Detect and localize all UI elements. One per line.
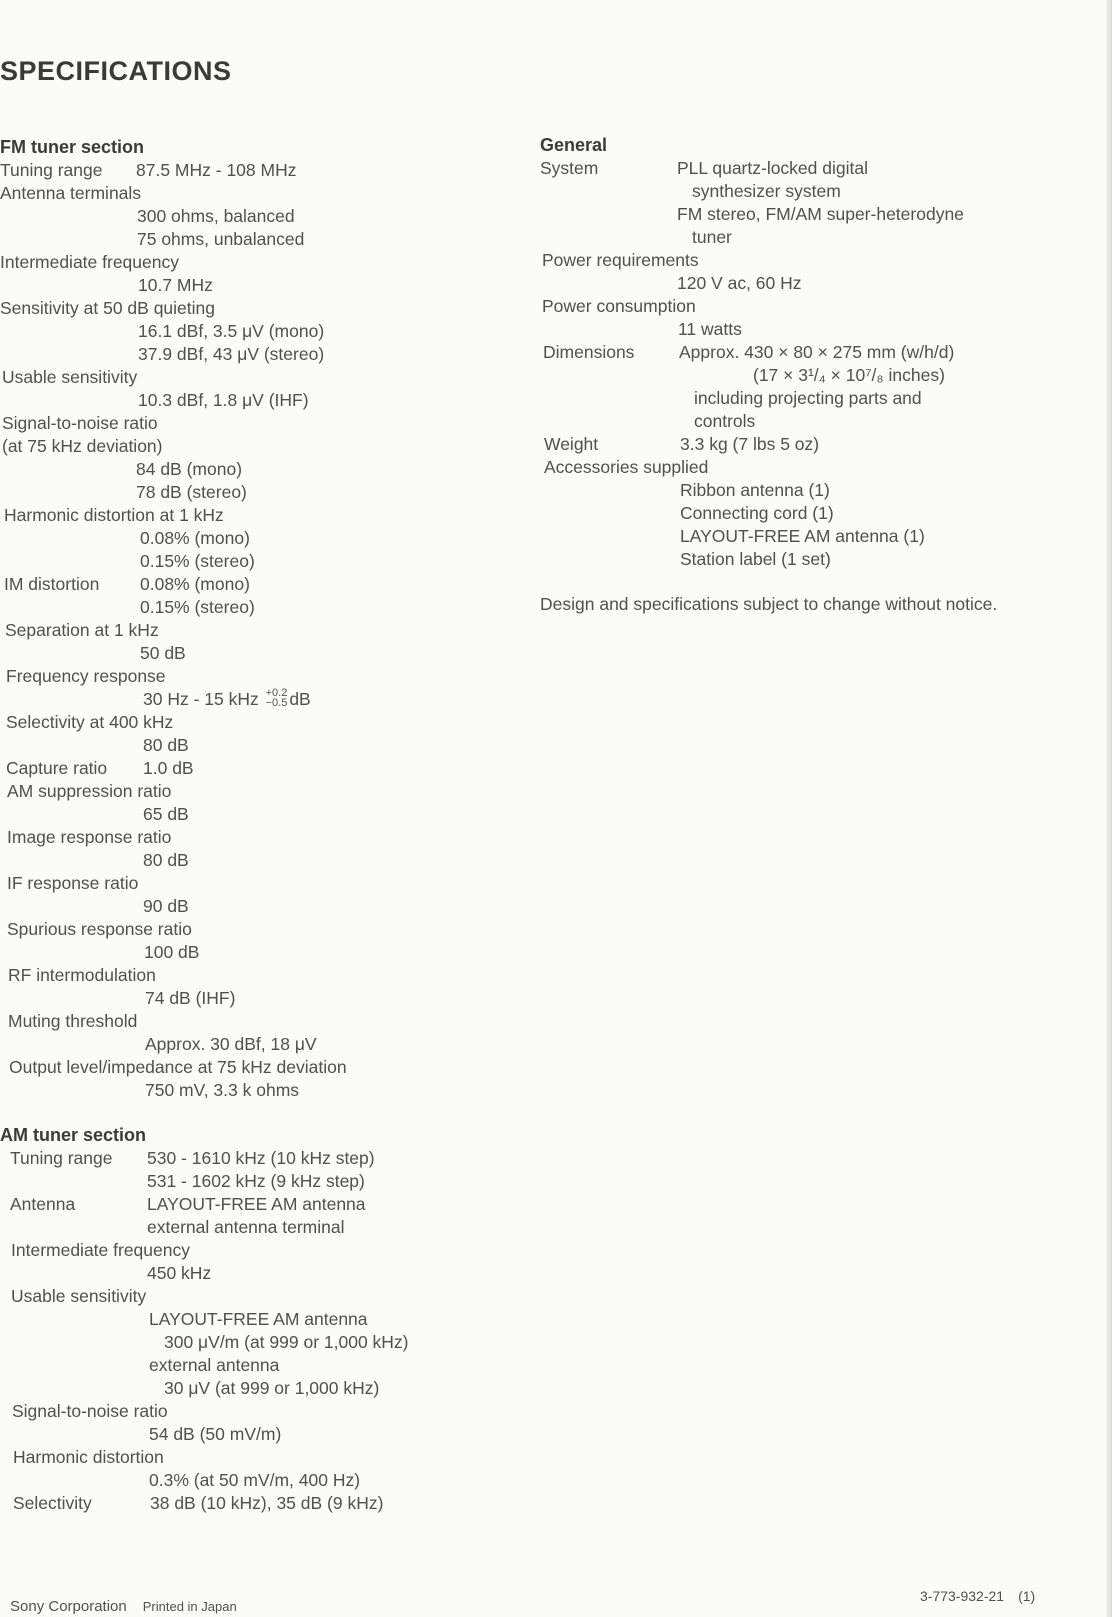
- spec-value: (17 × 3¹/₄ × 10⁷/₈ inches): [753, 365, 945, 385]
- spec-row: [0, 941, 470, 964]
- spec-label: Usable sensitivity: [2, 367, 138, 387]
- spec-value: synthesizer system: [692, 181, 841, 201]
- spec-row: [0, 159, 470, 182]
- spec-value: Approx. 430 × 80 × 275 mm (w/h/d): [679, 342, 955, 362]
- spec-row: [540, 387, 1060, 410]
- spec-label: Signal-to-noise ratio: [12, 1401, 168, 1421]
- spec-row: [540, 548, 1060, 571]
- footer-left: [10, 1598, 237, 1615]
- spec-row: [0, 343, 470, 366]
- spec-value: 300 μV/m (at 999 or 1,000 kHz): [164, 1332, 409, 1352]
- spec-value: 450 kHz: [147, 1263, 212, 1283]
- spec-row: [0, 642, 470, 665]
- spec-value: 16.1 dBf, 3.5 μV (mono): [138, 321, 325, 341]
- spec-row: [0, 182, 470, 205]
- spec-row: [0, 780, 470, 803]
- am-section-heading: AM tuner section: [0, 1125, 147, 1145]
- spec-label: Usable sensitivity: [11, 1286, 147, 1306]
- spec-row: [0, 619, 470, 642]
- spec-row: [0, 1239, 470, 1262]
- spec-row: [0, 1308, 470, 1331]
- tolerance-unit: dB: [289, 689, 311, 709]
- spec-label: Separation at 1 kHz: [5, 620, 159, 640]
- spec-row: [0, 1377, 470, 1400]
- spec-value: external antenna terminal: [147, 1217, 345, 1237]
- company-name: Sony Corporation: [10, 1598, 127, 1615]
- spec-label: Power requirements: [542, 250, 699, 270]
- spec-value: 87.5 MHz - 108 MHz: [136, 160, 297, 180]
- spec-row: [0, 1079, 470, 1102]
- right-column: [540, 134, 1060, 617]
- spec-row: [540, 502, 1060, 525]
- am-spec-list: [0, 1147, 470, 1515]
- spec-value: LAYOUT-FREE AM antenna (1): [680, 526, 925, 546]
- spec-value: 74 dB (IHF): [145, 988, 236, 1008]
- spec-value: 300 ohms, balanced: [137, 206, 295, 226]
- spec-value: Approx. 30 dBf, 18 μV: [145, 1034, 317, 1054]
- edition: (1): [1018, 1588, 1036, 1604]
- spec-row: [0, 1262, 470, 1285]
- spec-label: Intermediate frequency: [11, 1240, 190, 1260]
- spec-value: FM stereo, FM/AM super-heterodyne: [677, 204, 964, 224]
- spec-row: [0, 918, 470, 941]
- spec-label: Antenna: [10, 1194, 76, 1214]
- spec-row: [540, 433, 1060, 456]
- spec-row: [0, 527, 470, 550]
- spec-row: [540, 249, 1060, 272]
- spec-label: AM suppression ratio: [7, 781, 172, 801]
- fm-spec-list: [0, 159, 470, 1102]
- spec-row: [540, 364, 1060, 387]
- spec-row: [0, 550, 470, 573]
- spec-row: [0, 826, 470, 849]
- spec-value: 120 V ac, 60 Hz: [677, 273, 802, 293]
- spec-label: Frequency response: [6, 666, 166, 686]
- spec-value: LAYOUT-FREE AM antenna: [147, 1194, 366, 1214]
- spec-row: [0, 1285, 470, 1308]
- spec-label: Weight: [544, 434, 599, 454]
- spec-row: [540, 318, 1060, 341]
- spec-label: Harmonic distortion: [13, 1447, 164, 1467]
- spec-row: [0, 1010, 470, 1033]
- spec-row: [0, 435, 470, 458]
- spec-row: [0, 320, 470, 343]
- spec-row: [0, 251, 470, 274]
- spec-row: [540, 456, 1060, 479]
- spec-value: 0.08% (mono): [140, 528, 250, 548]
- spec-row: [0, 228, 470, 251]
- spec-row: [0, 205, 470, 228]
- tolerance-plus: +0.2: [265, 687, 288, 699]
- spec-label: IF response ratio: [7, 873, 139, 893]
- spec-value: LAYOUT-FREE AM antenna: [149, 1309, 368, 1329]
- spec-row: [0, 1033, 470, 1056]
- spec-row: [0, 734, 470, 757]
- spec-row: [0, 1492, 470, 1515]
- spec-label: Accessories supplied: [544, 457, 709, 477]
- spec-row: [0, 711, 470, 734]
- left-column: [0, 136, 470, 1515]
- spec-row: [0, 849, 470, 872]
- spec-row: [0, 1216, 470, 1239]
- spec-row: [0, 596, 470, 619]
- spec-row: [0, 412, 470, 435]
- spec-value: 10.3 dBf, 1.8 μV (IHF): [138, 390, 309, 410]
- spec-value: 38 dB (10 kHz), 35 dB (9 kHz): [150, 1493, 384, 1513]
- spec-value: 90 dB: [143, 896, 189, 916]
- spec-row: [0, 895, 470, 918]
- general-spec-list: [540, 157, 1060, 571]
- fm-section-heading: FM tuner section: [0, 137, 145, 157]
- spec-row: [0, 1423, 470, 1446]
- spec-row: [540, 410, 1060, 433]
- spec-row: [0, 1400, 470, 1423]
- spec-label: Harmonic distortion at 1 kHz: [4, 505, 224, 525]
- spec-label: Signal-to-noise ratio: [2, 413, 158, 433]
- spec-value: including projecting parts and: [694, 388, 922, 408]
- page-edge: [1106, 0, 1112, 1617]
- spec-row: [0, 573, 470, 596]
- spec-row: [0, 1193, 470, 1216]
- spec-label: System: [540, 158, 599, 178]
- spec-label: Dimensions: [543, 342, 635, 362]
- spec-row: [0, 1469, 470, 1492]
- spec-row: [0, 1331, 470, 1354]
- spec-row: [540, 203, 1060, 226]
- page-title: SPECIFICATIONS: [0, 56, 232, 86]
- spec-label: Tuning range: [10, 1148, 113, 1168]
- spec-row: [540, 226, 1060, 249]
- spec-row: [0, 1354, 470, 1377]
- spec-row: [540, 525, 1060, 548]
- spec-value: 100 dB: [144, 942, 200, 962]
- spec-row: [0, 757, 470, 780]
- spec-value: PLL quartz-locked digital: [677, 158, 868, 178]
- spec-row: [0, 872, 470, 895]
- spec-label: Selectivity: [13, 1493, 92, 1513]
- spec-value: 1.0 dB: [143, 758, 194, 778]
- spec-value: 750 mV, 3.3 k ohms: [145, 1080, 300, 1100]
- spec-value: 0.3% (at 50 mV/m, 400 Hz): [149, 1470, 361, 1490]
- spec-value: Connecting cord (1): [680, 503, 834, 523]
- spec-row: [0, 803, 470, 826]
- spec-label: Antenna terminals: [0, 183, 142, 203]
- spec-value: Station label (1 set): [680, 549, 831, 569]
- spec-value: 65 dB: [143, 804, 189, 824]
- spec-value: Ribbon antenna (1): [680, 480, 830, 500]
- spec-value: controls: [694, 411, 756, 431]
- spec-value: 0.08% (mono): [140, 574, 250, 594]
- spec-label: Image response ratio: [7, 827, 172, 847]
- spec-row: [0, 481, 470, 504]
- spec-label: Tuning range: [0, 160, 103, 180]
- spec-label: Spurious response ratio: [7, 919, 192, 939]
- spec-row: [0, 964, 470, 987]
- spec-row: [0, 1446, 470, 1469]
- spec-value: 78 dB (stereo): [136, 482, 247, 502]
- spec-value: 0.15% (stereo): [140, 597, 255, 617]
- spec-label: Selectivity at 400 kHz: [6, 712, 174, 732]
- spec-row: [0, 389, 470, 412]
- spec-value: 80 dB: [143, 850, 189, 870]
- spec-value: 30 Hz - 15 kHz: [143, 689, 259, 709]
- spec-row: [0, 987, 470, 1010]
- spec-row: [0, 504, 470, 527]
- spec-value: external antenna: [149, 1355, 280, 1375]
- spec-value: 531 - 1602 kHz (9 kHz step): [147, 1171, 365, 1191]
- spec-row: [540, 295, 1060, 318]
- spec-row: [0, 688, 470, 711]
- spec-label: (at 75 kHz deviation): [2, 436, 163, 456]
- spec-value: 530 - 1610 kHz (10 kHz step): [147, 1148, 375, 1168]
- spec-row: [0, 366, 470, 389]
- general-section-heading: General: [540, 135, 608, 155]
- spec-value: 50 dB: [140, 643, 186, 663]
- spec-row: [540, 272, 1060, 295]
- spec-row: [540, 180, 1060, 203]
- spec-row: [0, 1147, 470, 1170]
- spec-label: Power consumption: [542, 296, 696, 316]
- spec-value: 0.15% (stereo): [140, 551, 255, 571]
- spec-row: [540, 479, 1060, 502]
- spec-label: Capture ratio: [6, 758, 108, 778]
- spec-label: Intermediate frequency: [0, 252, 179, 272]
- footer-right: [920, 1588, 1035, 1604]
- spec-value: 11 watts: [678, 319, 742, 339]
- part-number: 3-773-932-21: [920, 1588, 1005, 1604]
- spec-row: [540, 341, 1060, 364]
- spec-label: Output level/impedance at 75 kHz deviation: [9, 1057, 347, 1077]
- spec-label: IM distortion: [4, 574, 100, 594]
- tolerance-fraction: [266, 688, 288, 711]
- spec-row: [0, 665, 470, 688]
- spec-label: Muting threshold: [8, 1011, 138, 1031]
- spec-value: 30 μV (at 999 or 1,000 kHz): [164, 1378, 380, 1398]
- notice-text: Design and specifications subject to change without notice.: [540, 594, 998, 614]
- spec-label: Sensitivity at 50 dB quieting: [0, 298, 215, 318]
- printed-in: Printed in Japan: [142, 1599, 237, 1614]
- tolerance-minus: −0.5: [265, 697, 288, 709]
- spec-label: RF intermodulation: [8, 965, 156, 985]
- spec-value: 75 ohms, unbalanced: [137, 229, 305, 249]
- spec-value: 3.3 kg (7 lbs 5 oz): [680, 434, 820, 454]
- spec-row: [540, 157, 1060, 180]
- spec-row: [0, 1170, 470, 1193]
- spec-value: 37.9 dBf, 43 μV (stereo): [138, 344, 325, 364]
- spec-row: [0, 297, 470, 320]
- spec-row: [0, 458, 470, 481]
- spec-row: [0, 274, 470, 297]
- spec-value: 54 dB (50 mV/m): [149, 1424, 282, 1444]
- spec-value: 84 dB (mono): [136, 459, 243, 479]
- spec-row: [0, 1056, 470, 1079]
- spec-value: 10.7 MHz: [138, 275, 213, 295]
- spec-value: 80 dB: [143, 735, 189, 755]
- spec-value: tuner: [692, 227, 732, 247]
